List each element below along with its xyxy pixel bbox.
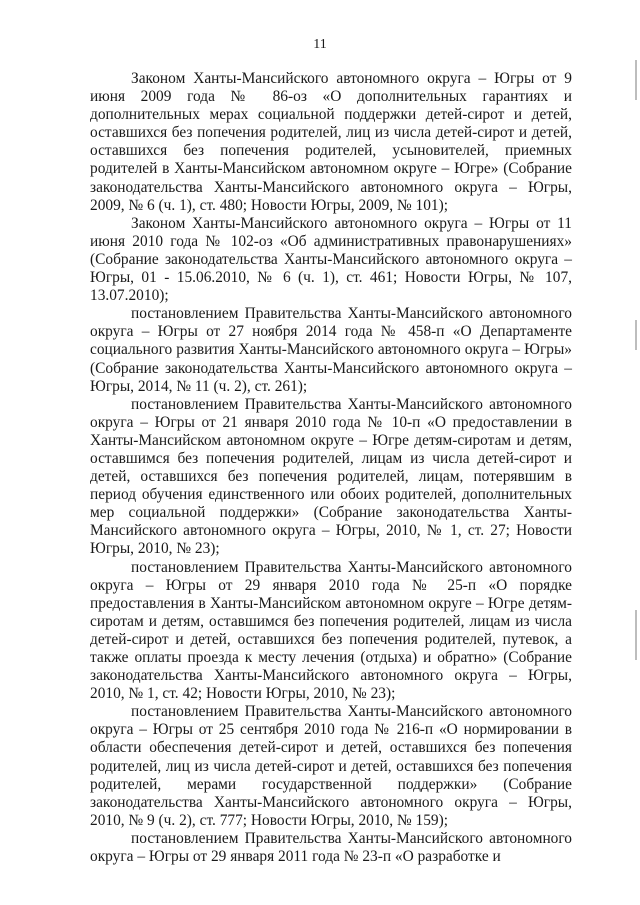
- scan-edge-mark: [635, 320, 637, 350]
- paragraph-law-102-oz: Законом Ханты-Мансийского автономного округа – Югры от 11 июня 2010 года № 102-оз «Об административных правонарушениях» (Собрание законодательства Ханты-Мансийского автономного округа – Югры, 01 - 15.06.2010, № 6 (ч. 1), ст. 461; Новости Югры, № 107, 13.07.2010);: [90, 214, 572, 305]
- paragraph-law-86-oz: Законом Ханты-Мансийского автономного округа – Югры от 9 июня 2009 года № 86-оз «О дополнительных гарантиях и дополнительных мерах социальной поддержки детей-сирот и детей, оставшихся без попечения родителей, лиц из числа детей-сирот и детей, оставшихся без попечения родителей, усыновителей, приемных родителей в Ханты-Мансийском автономном округе – Югре» (Собрание законодательства Ханты-Мансийского автономного округа – Югры, 2009, № 6 (ч. 1), ст. 480; Новости Югры, 2009, № 101);: [90, 70, 572, 214]
- paragraph-resolution-216-p: постановлением Правительства Ханты-Мансийского автономного округа – Югры от 25 сентября 2010 года № 216-п «О нормировании в области обеспечения детей-сирот и детей, оставшихся без попечения родителей, лиц из числа детей-сирот и детей, оставшихся без попечения родителей, мерами государственной поддержки» (Собрание законодательства Ханты-Мансийского автономного округа – Югры, 2010, № 9 (ч. 2), ст. 777; Новости Югры, 2010, № 159);: [90, 703, 572, 829]
- paragraph-resolution-10-p: постановлением Правительства Ханты-Мансийского автономного округа – Югры от 21 января 2010 года № 10-п «О предоставлении в Ханты-Мансийском автономном округе – Югре детям-сиротам и детям, оставшимся без попечения родителей, лицам из числа детей-сирот и детей, оставшихся без попечения родителей, лицам, потерявшим в период обучения единственного или обоих родителей, дополнительных мер социальной поддержки» (Собрание законодательства Ханты-Мансийского автономного округа – Югры, 2010, № 1, ст. 27; Новости Югры, 2010, № 23);: [90, 395, 572, 558]
- scan-edge-mark: [635, 60, 637, 100]
- page-number: 11: [313, 37, 327, 52]
- paragraph-resolution-23-p: постановлением Правительства Ханты-Мансийского автономного округа – Югры от 29 января 2011 года № 23-п «О разработке и: [90, 829, 572, 866]
- paragraph-resolution-458-p: постановлением Правительства Ханты-Мансийского автономного округа – Югры от 27 ноября 2014 года № 458-п «О Департаменте социального развития Ханты-Мансийского автономного округа – Югры» (Собрание законодательства Ханты-Мансийского автономного округа – Югры, 2014, № 11 (ч. 2), ст. 261);: [90, 305, 572, 395]
- scan-edge-mark: [635, 610, 637, 660]
- document-body: [90, 70, 572, 866]
- paragraph-resolution-25-p: постановлением Правительства Ханты-Мансийского автономного округа – Югры от 29 января 2010 года № 25-п «О порядке предоставления в Ханты-Мансийском автономном округе – Югре детям-сиротам и детям, оставшимся без попечения родителей, лицам из числа детей-сирот и детей, оставшихся без попечения родителей, путевок, а также оплаты проезда к месту лечения (отдыха) и обратно» (Собрание законодательства Ханты-Мансийского автономного округа – Югры, 2010, № 1, ст. 42; Новости Югры, 2010, № 23);: [90, 558, 572, 703]
